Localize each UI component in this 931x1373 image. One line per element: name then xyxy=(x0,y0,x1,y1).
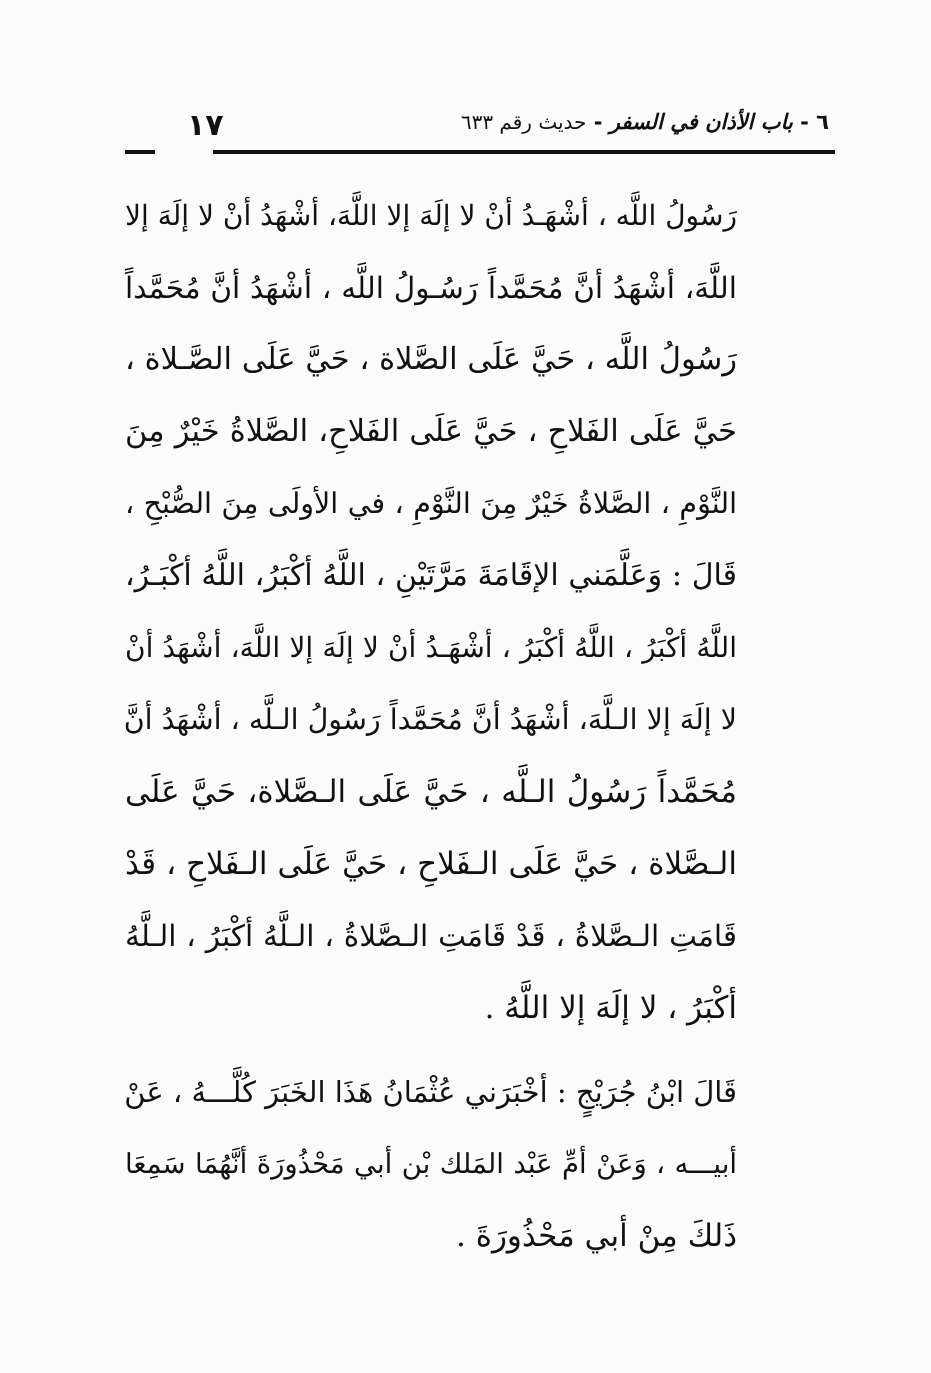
page-number: ١٧ xyxy=(187,108,224,143)
paragraph-adhan-iqama xyxy=(125,180,737,1044)
running-header xyxy=(461,110,829,134)
text-line: الـصَّلاة ، حَيَّ عَلَى الـفَلاحِ ، حَيَّ عَلَى الـفَلاحِ ، قَدْ xyxy=(125,846,737,882)
text-line: اللَّهُ أكْبَرُ ، اللَّهُ أكْبَرُ ، أشْهَـدُ أنْ لا إلَهَ إلا اللَّهَ، أشْهَدُ أنْ xyxy=(125,631,737,664)
text-line: أبيـــه ، وَعَنْ أمِّ عَبْد المَلك بْن أبي مَحْذُورَةَ أنَّهُمَا سَمِعَا xyxy=(125,1148,737,1180)
text-line: حَيَّ عَلَى الفَلاحِ ، حَيَّ عَلَى الفَلاحِ، الصَّلاةُ خَيْرٌ مِنَ xyxy=(125,414,737,449)
text-line: رَسُولُ اللَّه ، أشْهَـدُ أنْ لا إلَهَ إلا اللَّهَ، أشْهَدُ أنْ لا إلَهَ إلا xyxy=(125,199,737,232)
page-header xyxy=(125,108,835,162)
text-line: أكْبَرُ ، لا إلَهَ إلا اللَّهُ . xyxy=(484,990,737,1026)
chapter-number: ٦ xyxy=(816,110,829,134)
text-line: النَّوْمِ ، الصَّلاةُ خَيْرٌ مِنَ النَّوْمِ ، في الأولَى مِنَ الصُّبْحِ ، xyxy=(125,487,737,520)
header-rule xyxy=(213,150,835,154)
text-line: اللَّهَ، أشْهَدُ أنَّ مُحَمَّداً رَسُـولُ اللَّه ، أشْهَدُ أنَّ مُحَمَّداً xyxy=(125,271,737,305)
text-line: ذَلكَ مِنْ أبي مَحْذُورَةَ . xyxy=(456,1218,737,1254)
body-text xyxy=(125,180,737,1272)
text-line: مُحَمَّداً رَسُولُ الـلَّه ، حَيَّ عَلَى الـصَّلاة، حَيَّ عَلَى xyxy=(125,774,737,810)
text-line: رَسُولُ اللَّه ، حَيَّ عَلَى الصَّلاة ، حَيَّ عَلَى الصَّـلاة ، xyxy=(125,342,737,377)
header-dash: - xyxy=(800,110,809,134)
text-line: قَالَ ابْنُ جُرَيْجٍ : أخْبَرَني عُثْمَانُ هَذَا الخَبَرَ كُلَّـــهُ ، عَنْ xyxy=(124,1075,737,1109)
paragraph-gap xyxy=(125,1044,737,1056)
hadith-number: حديث رقم ٦٣٣ xyxy=(460,110,587,134)
chapter-title: باب الأذان في السفر xyxy=(609,110,793,134)
header-rule-short xyxy=(125,150,155,154)
header-separator: - xyxy=(593,110,603,134)
text-line: قَامَتِ الـصَّلاةُ ، قَدْ قَامَتِ الـصَّلاةُ ، الـلَّهُ أكْبَرُ ، الـلَّهُ xyxy=(125,919,737,953)
text-line: قَالَ : وَعَلَّمَني الإقَامَةَ مَرَّتَيْنِ ، اللَّهُ أكْبَرُ، اللَّهُ أكْبَـرُ، xyxy=(125,558,737,593)
paragraph-ibn-jurayj xyxy=(125,1056,737,1272)
text-line: لا إلَهَ إلا الـلَّهَ، أشْهَدُ أنَّ مُحَمَّداً رَسُولُ الـلَّه ، أشْهَدُ أنَّ xyxy=(123,703,737,736)
